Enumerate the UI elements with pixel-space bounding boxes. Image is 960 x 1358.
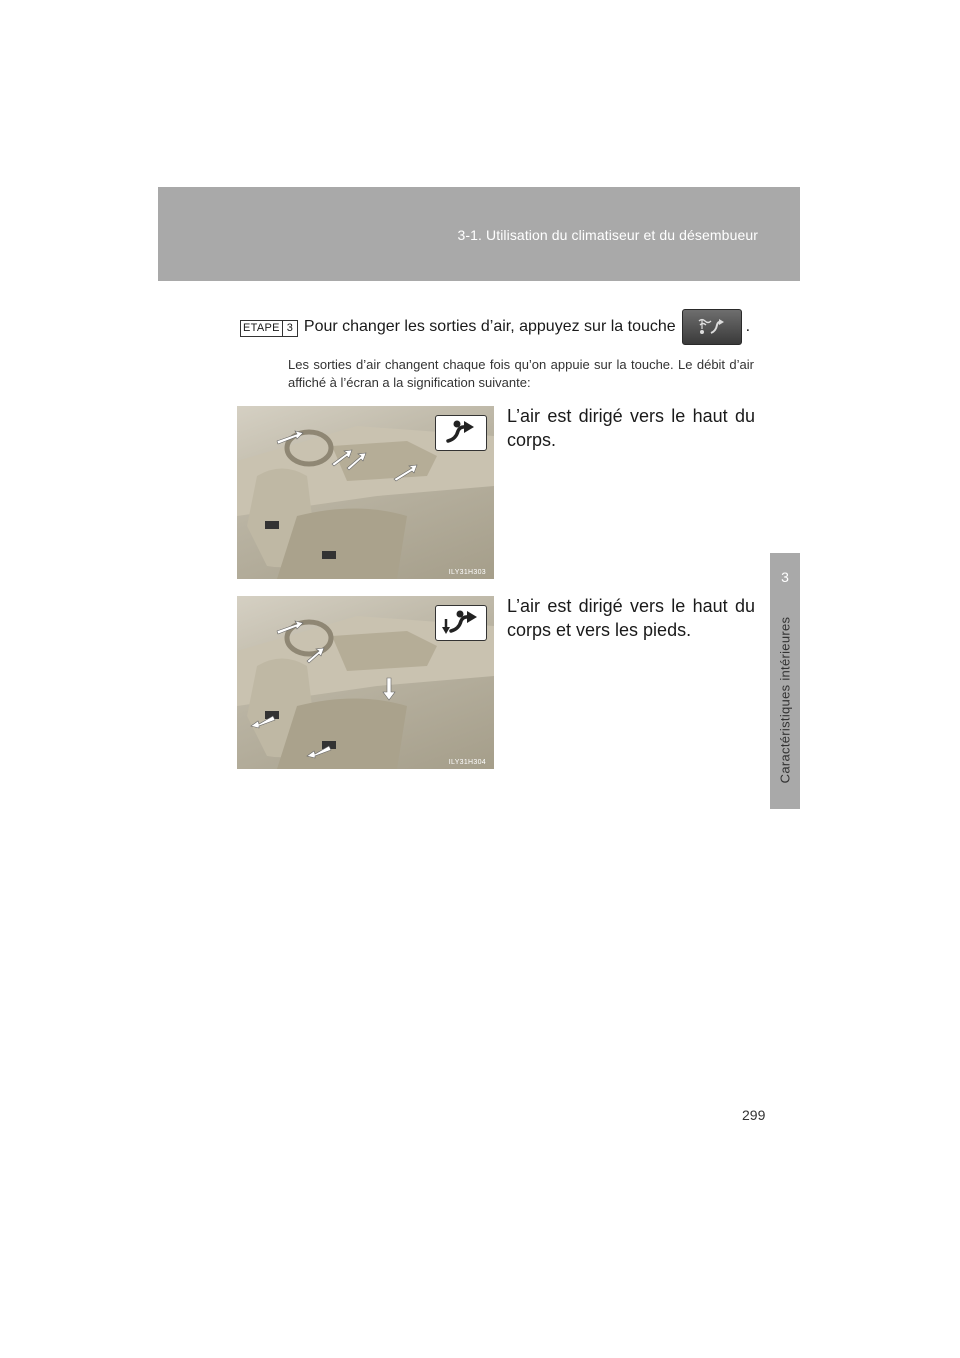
page-number: 299: [742, 1107, 766, 1123]
step-suffix: .: [745, 318, 751, 335]
figure-bilevel-mode: [237, 596, 494, 769]
chapter-number: 3: [781, 569, 789, 585]
explanation-note: Les sorties d’air changent chaque fois qu’on appuie sur la touche. Le débit d’air affiché à l’écran a la signification suivante:: [288, 357, 754, 390]
figure-code: ILY31H304: [448, 759, 486, 766]
figure-description: L’air est dirigé vers le haut du corps et vers les pieds.: [507, 596, 755, 640]
chapter-label: Caractéristiques intérieures: [777, 616, 793, 784]
step-badge-word: ETAPE: [243, 321, 280, 334]
figure-description: L’air est dirigé vers le haut du corps.: [507, 406, 755, 450]
step-badge-number: 3: [282, 321, 297, 336]
figure-face-mode: [237, 406, 494, 579]
bi-level-vent-icon: [435, 605, 487, 641]
airflow-mode-icon: [682, 309, 742, 345]
step-badge: [240, 320, 298, 337]
face-vent-icon: [435, 415, 487, 451]
figure-code: ILY31H303: [448, 569, 486, 576]
section-title: 3-1. Utilisation du climatiseur et du désembueur: [457, 227, 758, 243]
step-text: Pour changer les sorties d’air, appuyez sur la touche: [303, 318, 676, 335]
step-instruction: [240, 309, 760, 345]
header-band: [158, 187, 800, 281]
